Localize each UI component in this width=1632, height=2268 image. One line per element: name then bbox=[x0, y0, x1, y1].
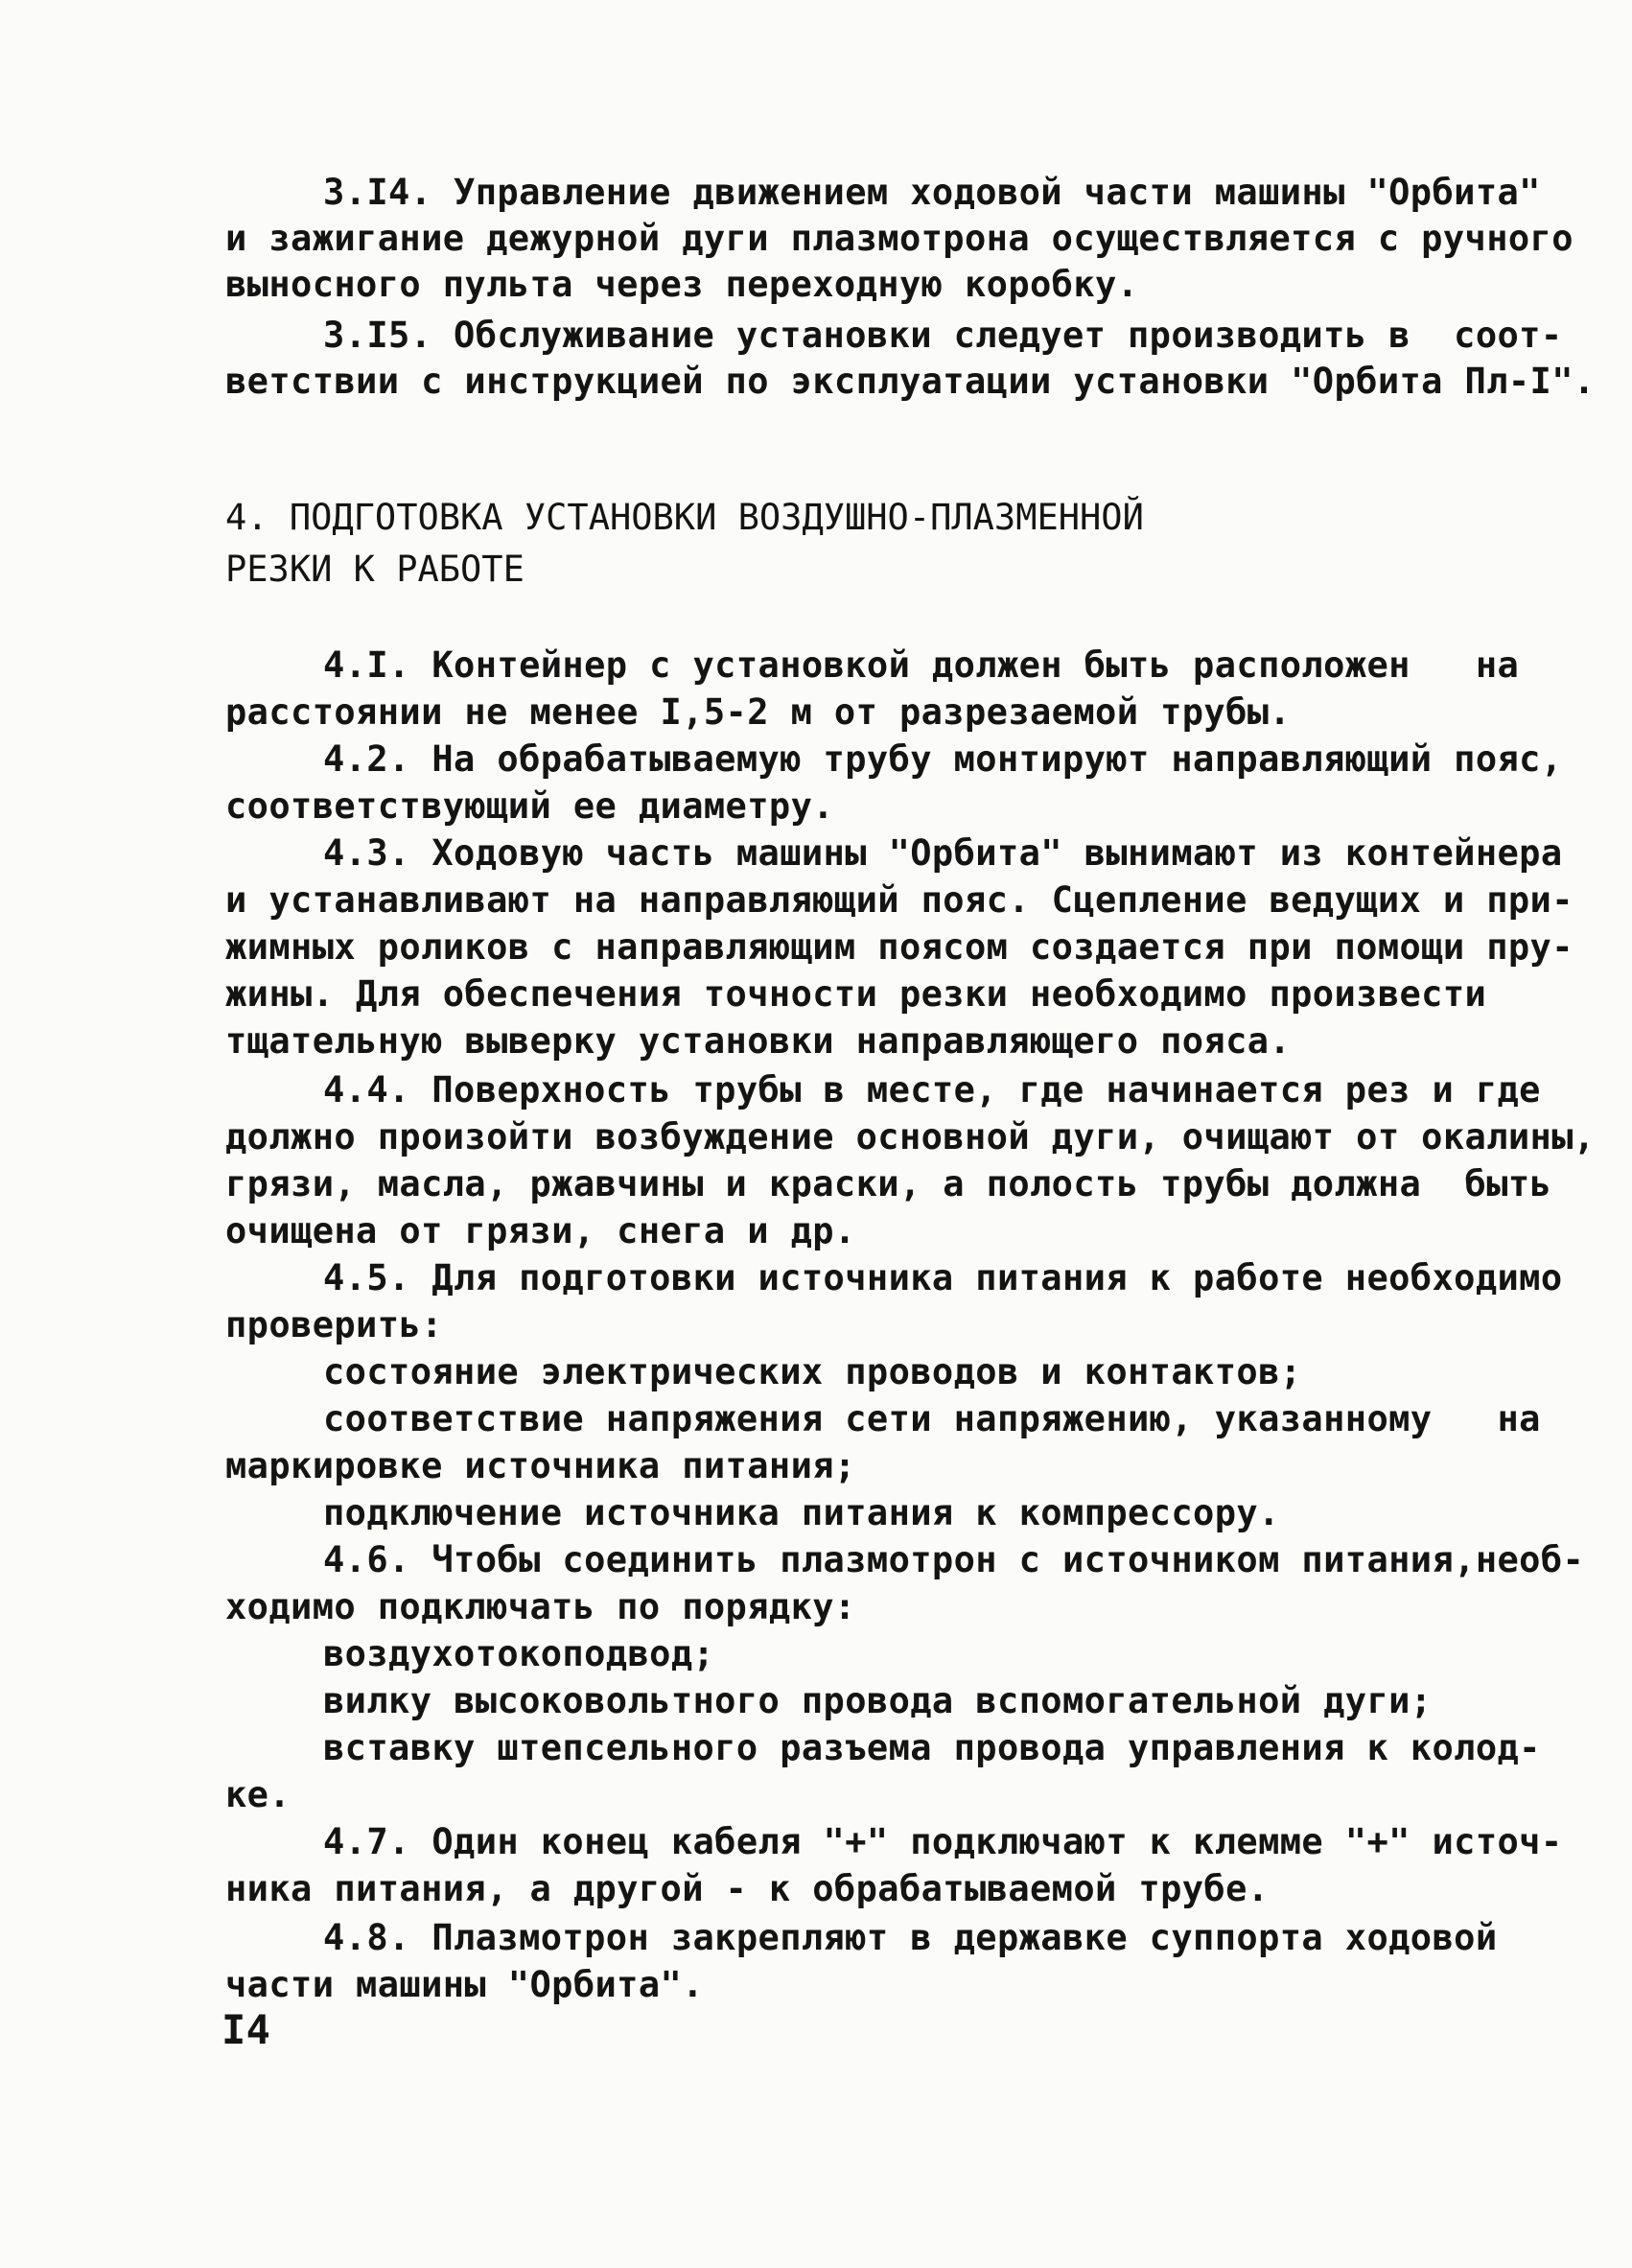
p46-item-1: воздухотокоподвод; bbox=[323, 1633, 715, 1674]
p314-line-2: и зажигание дежурной дуги плазмотрона осуществляется с ручного bbox=[225, 218, 1574, 259]
p47-line-2: ника питания, а другой - к обрабатываемой трубе. bbox=[225, 1868, 1270, 1909]
p43-line-1: 4.3. Ходовую часть машины "Орбита" вынимают из контейнера bbox=[323, 832, 1563, 874]
p44-line-3: грязи, масла, ржавчины и краски, а полость трубы должна быть bbox=[225, 1163, 1552, 1204]
p47-line-1: 4.7. Один конец кабеля "+" подключают к клемме "+" источ- bbox=[323, 1821, 1563, 1862]
p41-line-2: расстоянии не менее I,5-2 м от разрезаемой трубы. bbox=[225, 691, 1292, 733]
p41-line-1: 4.I. Контейнер с установкой должен быть расположен на bbox=[323, 644, 1520, 686]
p45-item-3: подключение источника питания к компрессору. bbox=[323, 1492, 1280, 1533]
p43-line-5: тщательную выверку установки направляющего пояса. bbox=[225, 1020, 1292, 1062]
p45-item-1: состояние электрических проводов и контактов; bbox=[323, 1351, 1302, 1392]
p45-line-1: 4.5. Для подготовки источника питания к работе необходимо bbox=[323, 1257, 1563, 1298]
p46-line-2: ходимо подключать по порядку: bbox=[225, 1586, 856, 1627]
p44-line-1: 4.4. Поверхность трубы в месте, где начинается рез и где bbox=[323, 1069, 1541, 1111]
p44-line-2: должно произойти возбуждение основной дуги, очищают от окалины, bbox=[225, 1116, 1596, 1157]
p42-line-2: соответствующий ее диаметру. bbox=[225, 785, 834, 827]
p45-item-2: соответствие напряжения сети напряжению, указанному на bbox=[323, 1398, 1541, 1439]
p315-line-2: ветствии с инструкцией по эксплуатации установки "Орбита Пл-I". bbox=[225, 361, 1596, 402]
p43-line-2: и устанавливают на направляющий пояс. Сцепление ведущих и при- bbox=[225, 879, 1574, 921]
p46-item-2: вилку высоковольтного провода вспомогательной дуги; bbox=[323, 1680, 1433, 1721]
p43-line-4: жины. Для обеспечения точности резки необходимо произвести bbox=[225, 973, 1487, 1015]
p43-line-3: жимных роликов с направляющим поясом создается при помощи пру- bbox=[225, 926, 1574, 968]
p45-line-2: проверить: bbox=[225, 1304, 443, 1345]
page-number: I4 bbox=[221, 2006, 271, 2053]
section-heading-line-1: 4. ПОДГОТОВКА УСТАНОВКИ ВОЗДУШНО-ПЛАЗМЕННОЙ bbox=[225, 497, 1144, 538]
section-heading-line-2: РЕЗКИ К РАБОТЕ bbox=[225, 549, 525, 590]
p315-line-1: 3.I5. Обслуживание установки следует производить в соот- bbox=[323, 315, 1563, 356]
p48-line-2: части машины "Орбита". bbox=[225, 1964, 704, 2005]
p46-item-3: вставку штепсельного разъема провода управления к колод- bbox=[323, 1727, 1541, 1768]
p314-line-1: 3.I4. Управление движением ходовой части машины "Орбита" bbox=[323, 172, 1541, 213]
p42-line-1: 4.2. На обрабатываемую трубу монтируют направляющий пояс, bbox=[323, 738, 1563, 780]
p314-line-3: выносного пульта через переходную коробку. bbox=[225, 264, 1139, 305]
p45-item-2-cont: маркировке источника питания; bbox=[225, 1445, 856, 1486]
p46-line-1: 4.6. Чтобы соединить плазмотрон с источником питания,необ- bbox=[323, 1539, 1585, 1580]
p46-item-3-cont: ке. bbox=[225, 1774, 291, 1815]
p44-line-4: очищена от грязи, снега и др. bbox=[225, 1210, 856, 1251]
p48-line-1: 4.8. Плазмотрон закрепляют в державке суппорта ходовой bbox=[323, 1917, 1498, 1958]
